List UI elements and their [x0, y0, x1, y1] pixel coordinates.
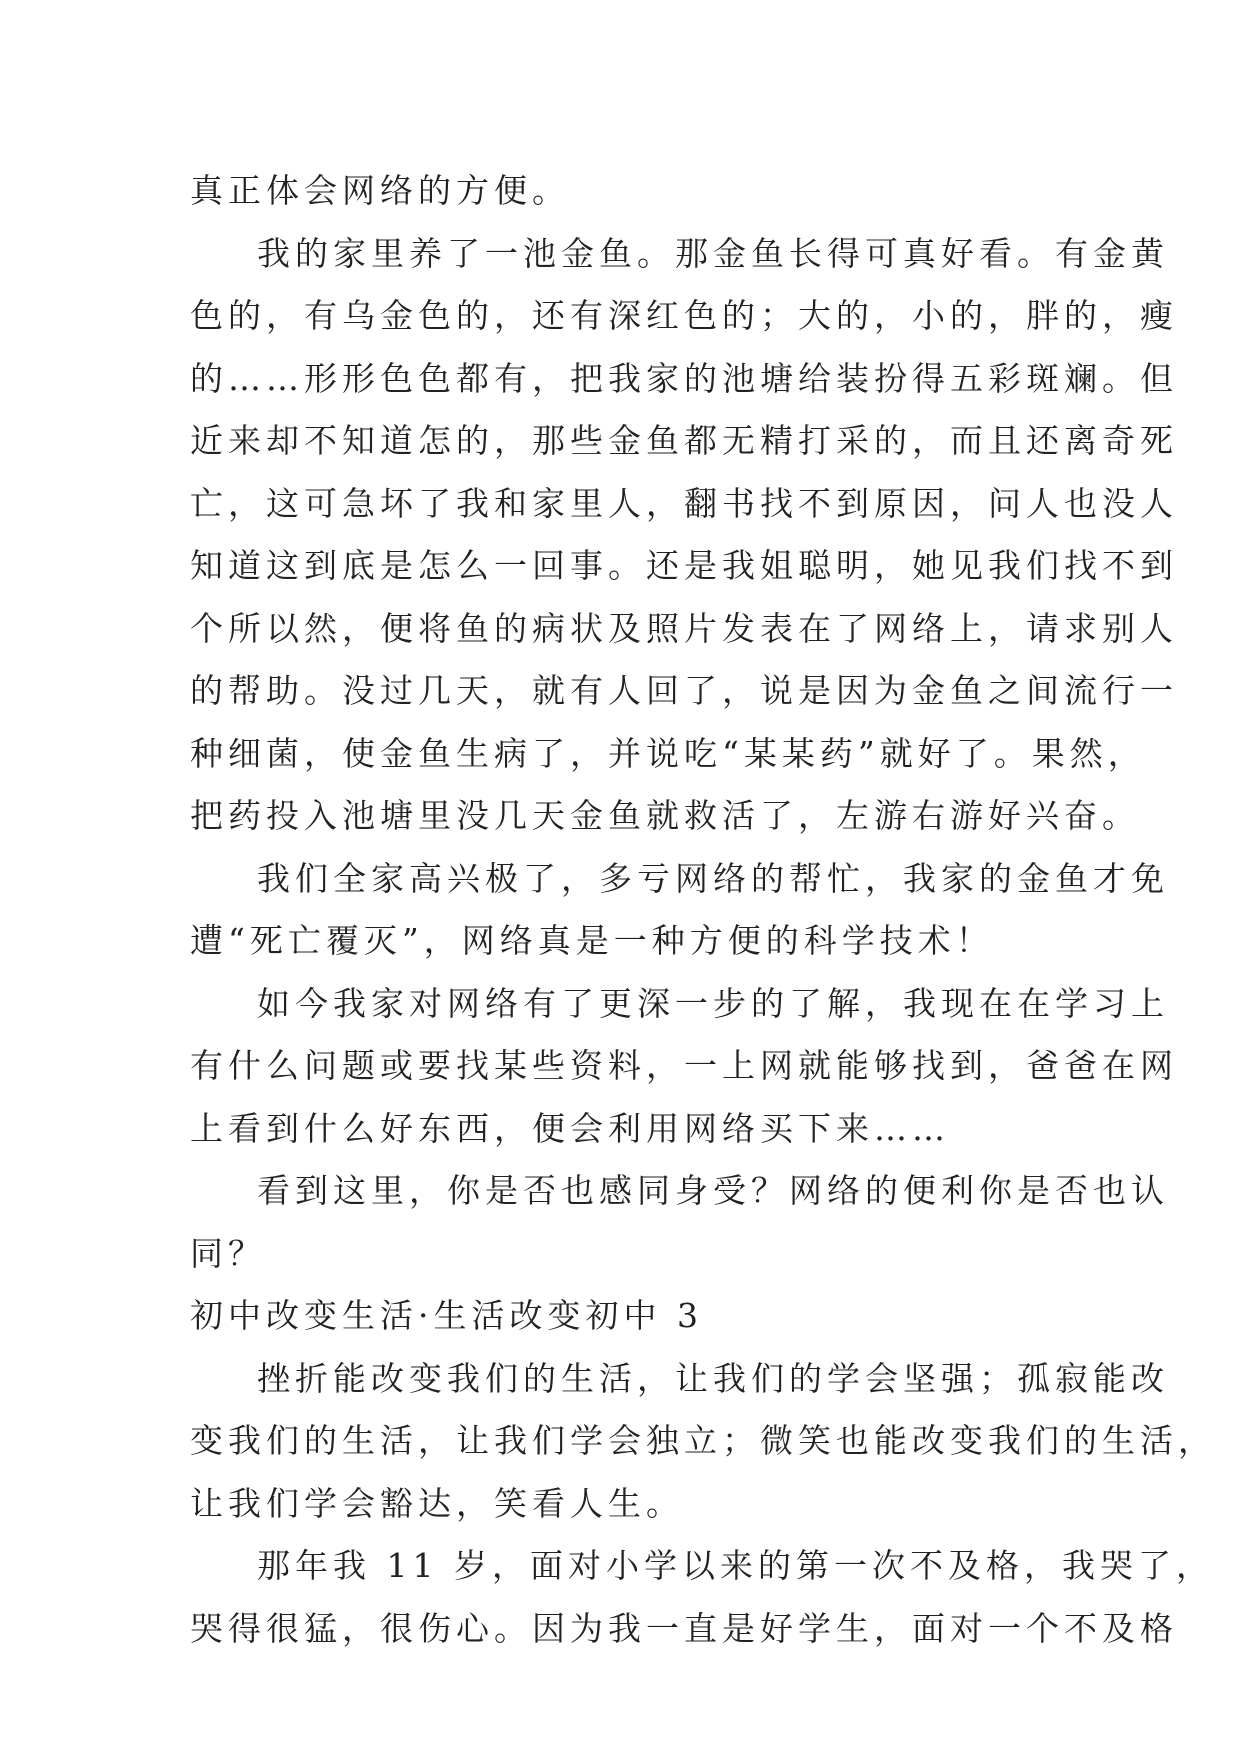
text-line: 上看到什么好东西，便会利用网络买下来……	[190, 1108, 950, 1148]
text-line: 遭“死亡覆灭”，网络真是一种方便的科学技术！	[190, 921, 994, 960]
paragraph-start-line: 我的家里养了一池金鱼。那金鱼长得可真好看。有金黄	[257, 233, 1169, 273]
text-line: 的……形形色色都有，把我家的池塘给装扮得五彩斑斓。但	[190, 358, 1178, 398]
text-line: 亡，这可急坏了我和家里人，翻书找不到原因，问人也没人	[190, 483, 1178, 523]
text-line: 个所以然，便将鱼的病状及照片发表在了网络上，请求别人	[190, 608, 1178, 648]
paragraph-start-line: 那年我 11 岁，面对小学以来的第一次不及格，我哭了，	[257, 1546, 1214, 1585]
paragraph-start-line: 我们全家高兴极了，多亏网络的帮忙，我家的金鱼才免	[257, 858, 1169, 898]
text-line: 知道这到底是怎么一回事。还是我姐聪明，她见我们找不到	[190, 546, 1178, 585]
paragraph-start-line: 挫折能改变我们的生活，让我们的学会坚强；孤寂能改	[257, 1358, 1169, 1398]
text-line: 哭得很猛，很伤心。因为我一直是好学生，面对一个不及格	[190, 1608, 1178, 1648]
text-line: 初中改变生活·生活改变初中 3	[190, 1296, 703, 1335]
text-line: 变我们的生活，让我们学会独立；微笑也能改变我们的生活，	[190, 1421, 1216, 1460]
text-line: 真正体会网络的方便。	[190, 171, 570, 210]
text-line: 同？	[190, 1233, 266, 1273]
paragraph-start-line: 如今我家对网络有了更深一步的了解，我现在在学习上	[257, 983, 1169, 1023]
text-line: 有什么问题或要找某些资料，一上网就能够找到，爸爸在网	[190, 1046, 1178, 1085]
text-line: 的帮助。没过几天，就有人回了，说是因为金鱼之间流行一	[190, 671, 1178, 710]
text-line: 近来却不知道怎的，那些金鱼都无精打采的，而且还离奇死	[190, 421, 1178, 460]
paragraph-start-line: 看到这里，你是否也感同身受？网络的便利你是否也认	[257, 1171, 1169, 1210]
text-line: 色的，有乌金色的，还有深红色的；大的，小的，胖的，瘦	[190, 296, 1178, 335]
text-line: 种细菌，使金鱼生病了，并说吃“某某药”就好了。果然，	[190, 733, 1146, 773]
text-line: 让我们学会豁达，笑看人生。	[190, 1483, 684, 1523]
document-body	[190, 160, 1216, 1660]
text-line: 把药投入池塘里没几天金鱼就救活了，左游右游好兴奋。	[190, 796, 1140, 835]
